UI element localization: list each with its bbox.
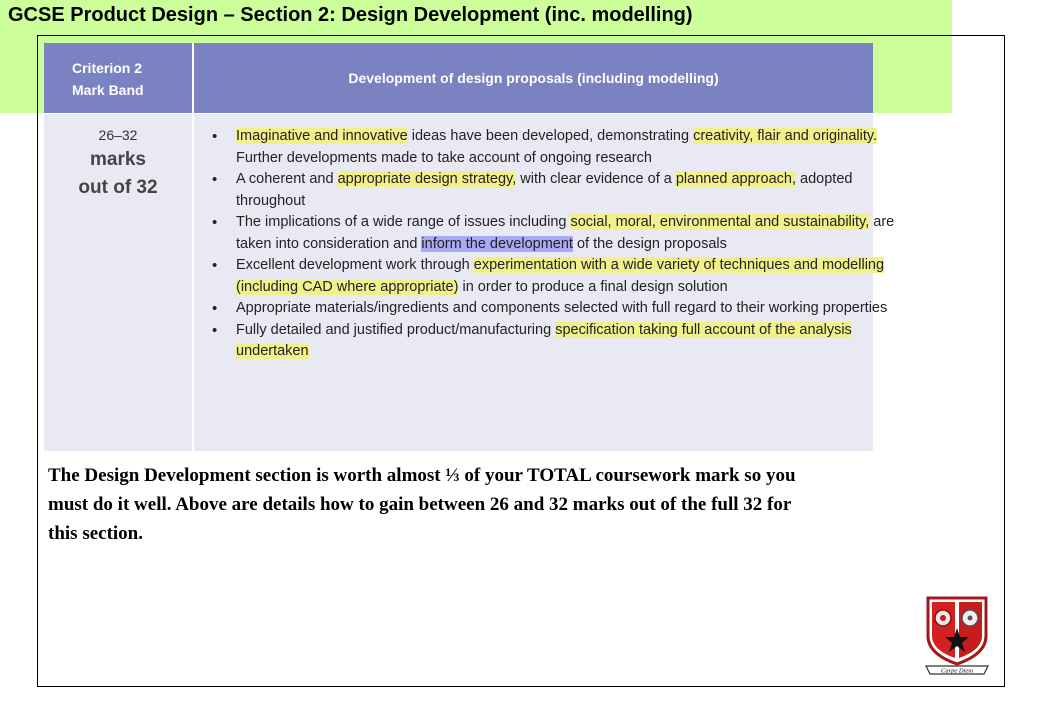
page-title: GCSE Product Design – Section 2: Design Development (inc. modelling) [8, 4, 693, 26]
mark-band-cell [44, 114, 192, 451]
marks-word: marks [90, 149, 146, 170]
intro-paragraph: The Design Development section is worth almost ⅓ of your TOTAL coursework mark so you must do it well. Above are details how to gain between 26 and 32 marks out of the full 32 for this section. [48, 465, 796, 544]
highlighted-text: creativity, flair and originality. [693, 128, 878, 144]
mark-band-range: 26–32 [98, 127, 138, 143]
crest-motto: Carpe Diem [941, 667, 973, 675]
header-description-cell [194, 43, 873, 113]
header-description-label: Development of design proposals (including modelling) [348, 70, 719, 86]
criterion-text: ideas have been developed, demonstrating [407, 128, 694, 144]
criteria-cell [194, 114, 895, 451]
criteria-list [200, 126, 900, 363]
criterion-item [236, 212, 900, 255]
criterion-item [236, 298, 900, 320]
criterion-text: of the design proposals [572, 235, 727, 252]
criterion-item [236, 169, 900, 212]
highlighted-text: experimentation with a wide variety of techniques and modelling (including CAD where appropriate) [236, 257, 885, 295]
criterion-item [236, 255, 900, 298]
criterion-text: Further developments made to take account of ongoing research [236, 149, 652, 166]
criterion-item [236, 320, 900, 363]
highlighted-text: appropriate design strategy, [337, 171, 517, 187]
criterion-text: with clear evidence of a [516, 171, 676, 187]
highlighted-text: planned approach, [675, 171, 796, 187]
header-mark-band-label: Mark Band [72, 82, 144, 98]
school-crest-icon [922, 592, 992, 678]
criterion-text: The implications of a wide range of issues including [236, 214, 571, 230]
highlighted-text: inform the development [421, 235, 573, 252]
criterion-text: are taken into consideration and [236, 214, 895, 252]
criterion-item [236, 126, 900, 169]
criterion-text: Fully detailed and justified product/manufacturing [236, 321, 556, 338]
mark-band-table [44, 43, 895, 451]
criterion-text: adopted throughout [236, 171, 853, 209]
header-criterion-label: Criterion 2 [72, 60, 143, 76]
criterion-text: A coherent and [236, 171, 338, 187]
highlighted-text: social, moral, environmental and sustainability, [570, 214, 870, 230]
criterion-text: Excellent development work through [236, 257, 474, 273]
criterion-text: Appropriate materials/ingredients and components selected with full regard to their working properties [236, 300, 888, 316]
marks-out-of: out of 32 [78, 177, 158, 198]
criterion-text: in order to produce a final design solution [458, 278, 728, 295]
highlighted-text: specification taking full account of the analysis undertaken [236, 321, 852, 359]
highlighted-text: Imaginative and innovative [236, 128, 408, 144]
marks-label [44, 146, 192, 202]
header-criterion-cell [44, 43, 192, 113]
